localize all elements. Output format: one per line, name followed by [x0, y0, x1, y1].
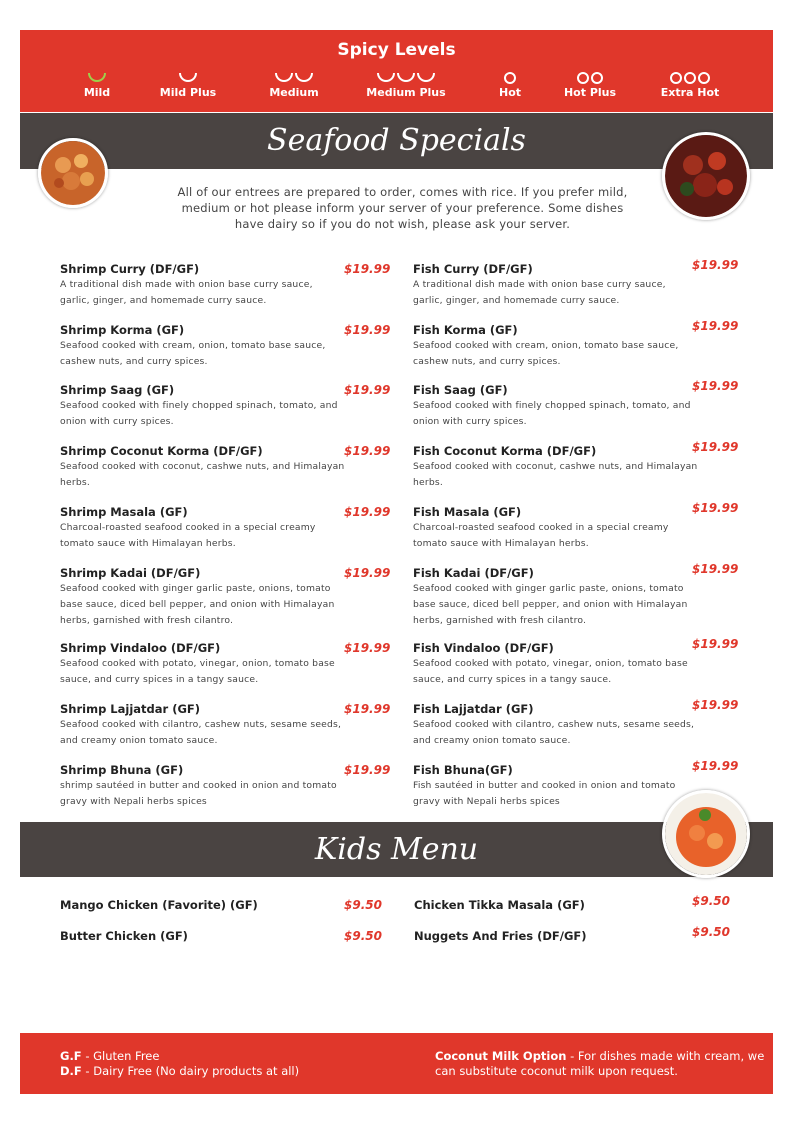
coconut-option-note: [435, 1049, 765, 1079]
spicy-level: [545, 72, 635, 99]
menu-item: [60, 641, 345, 688]
spicy-level: [249, 72, 339, 99]
kids-item-name: Mango Chicken (Favorite) (GF): [60, 898, 258, 912]
chili-pepper-icon: [249, 72, 339, 86]
seafood-intro-text: All of our entrees are prepared to order, comes with rice. If you prefer mild, medium or hot please inform your server of your preference. Some dishes have dairy so if you do not wish, please ask your server.: [177, 185, 628, 231]
kids-header-band: [20, 822, 773, 877]
menu-item: [60, 702, 345, 749]
menu-item-name: Fish Saag (GF): [413, 383, 508, 397]
menu-item-price: $19.99: [692, 258, 739, 272]
menu-item-price: $19.99: [692, 501, 739, 515]
menu-item-description: Seafood cooked with cilantro, cashew nuts, sesame seeds, and creamy onion tomato sauce.: [413, 719, 695, 746]
menu-item: [413, 763, 698, 810]
menu-item-price: $19.99: [692, 698, 739, 712]
kids-item-name: Butter Chicken (GF): [60, 929, 188, 943]
menu-item-description: Seafood cooked with cilantro, cashew nuts, sesame seeds, and creamy onion tomato sauce.: [60, 719, 342, 746]
menu-item-price: $19.99: [344, 641, 391, 655]
menu-item: [60, 262, 345, 309]
menu-item-name: Fish Bhuna(GF): [413, 763, 513, 777]
menu-item-name: Fish Vindaloo (DF/GF): [413, 641, 554, 655]
menu-item: [413, 505, 698, 552]
spicy-level-label: Medium: [269, 86, 319, 99]
coconut-title: Coconut Milk Option: [435, 1049, 567, 1063]
menu-item: [413, 566, 698, 629]
menu-item-description: Seafood cooked with finely chopped spinach, tomato, and onion with curry spices.: [60, 400, 338, 427]
menu-item-price: $19.99: [344, 702, 391, 716]
menu-item-name: Shrimp Bhuna (GF): [60, 763, 184, 777]
menu-item-price: $19.99: [344, 763, 391, 777]
menu-item-description: Seafood cooked with ginger garlic paste, onions, tomato base sauce, diced bell pepper, and onion with Himalayan herbs, garnished with fresh cilantro.: [413, 583, 688, 626]
menu-item-price: $19.99: [692, 637, 739, 651]
menu-item-description: A traditional dish made with onion base curry sauce, garlic, ginger, and homemade curry sauce.: [60, 279, 313, 306]
menu-item-price: $19.99: [692, 379, 739, 393]
menu-item-name: Fish Curry (DF/GF): [413, 262, 533, 276]
menu-item-price: $19.99: [692, 759, 739, 773]
menu-item-description: Fish sautéed in butter and cooked in onion and tomato gravy with Nepali herbs spices: [413, 780, 676, 807]
menu-item: [413, 323, 698, 370]
menu-item-description: Seafood cooked with cream, onion, tomato base sauce, cashew nuts, and curry spices.: [60, 340, 326, 367]
menu-item: [413, 383, 698, 430]
menu-item-description: Seafood cooked with coconut, cashwe nuts, and Himalayan herbs.: [413, 461, 698, 488]
menu-item-price: $19.99: [344, 566, 391, 580]
spicy-level-label: Mild: [83, 86, 111, 99]
spicy-level-label: Mild Plus: [159, 86, 217, 99]
menu-item: [60, 505, 345, 552]
menu-item: [413, 702, 698, 749]
menu-item-description: Seafood cooked with coconut, cashwe nuts, and Himalayan herbs.: [60, 461, 345, 488]
seafood-title: Seafood Specials: [267, 123, 526, 158]
kids-item-price: $9.50: [692, 925, 730, 939]
menu-item-name: Shrimp Saag (GF): [60, 383, 175, 397]
flame-pepper-icon: [545, 72, 635, 86]
menu-item-name: Fish Lajjatdar (GF): [413, 702, 534, 716]
menu-item-price: $19.99: [344, 262, 391, 276]
coconut-text: - For dishes made with cream, we can substitute coconut milk upon request.: [435, 1049, 765, 1078]
menu-item-description: Charcoal-roasted seafood cooked in a special creamy tomato sauce with Himalayan herbs.: [60, 522, 316, 549]
menu-item-price: $19.99: [344, 505, 391, 519]
menu-item-name: Fish Korma (GF): [413, 323, 518, 337]
menu-item: [60, 566, 345, 629]
menu-item-price: $19.99: [692, 562, 739, 576]
menu-item-name: Shrimp Masala (GF): [60, 505, 188, 519]
menu-item-name: Shrimp Coconut Korma (DF/GF): [60, 444, 263, 458]
spicy-level: [52, 72, 142, 99]
spicy-level: [465, 72, 555, 99]
spicy-level: [143, 72, 233, 99]
menu-item-name: Fish Coconut Korma (DF/GF): [413, 444, 597, 458]
menu-item-description: Seafood cooked with cream, onion, tomato base sauce, cashew nuts, and curry spices.: [413, 340, 679, 367]
gf-text: - Gluten Free: [81, 1049, 160, 1063]
kids-item-price: $9.50: [344, 929, 382, 943]
menu-item-name: Shrimp Vindaloo (DF/GF): [60, 641, 221, 655]
menu-item-price: $19.99: [692, 440, 739, 454]
flame-pepper-icon: [645, 72, 735, 86]
kids-item-name: Chicken Tikka Masala (GF): [414, 898, 585, 912]
menu-item-description: Seafood cooked with finely chopped spinach, tomato, and onion with curry spices.: [413, 400, 691, 427]
menu-item-description: A traditional dish made with onion base curry sauce, garlic, ginger, and homemade curry sauce.: [413, 279, 666, 306]
menu-item-description: shrimp sautéed in butter and cooked in onion and tomato gravy with Nepali herbs spices: [60, 780, 337, 807]
menu-item-name: Shrimp Korma (GF): [60, 323, 185, 337]
kids-item-price: $9.50: [692, 894, 730, 908]
spicy-level-label: Hot Plus: [563, 86, 617, 99]
menu-item: [413, 641, 698, 688]
kids-title: Kids Menu: [314, 832, 479, 867]
chili-pepper-icon: [143, 72, 233, 86]
spicy-levels-title: Spicy Levels: [337, 40, 456, 60]
menu-item: [413, 262, 698, 309]
fish-dish-photo: [662, 132, 750, 220]
chili-pepper-icon: [361, 72, 451, 86]
menu-item-price: $19.99: [344, 383, 391, 397]
menu-item-price: $19.99: [344, 323, 391, 337]
spicy-levels-banner: [20, 30, 773, 112]
df-abbr: D.F: [60, 1064, 82, 1078]
kids-item-name: Nuggets And Fries (DF/GF): [414, 929, 587, 943]
menu-item-description: Charcoal-roasted seafood cooked in a special creamy tomato sauce with Himalayan herbs.: [413, 522, 669, 549]
menu-item: [413, 444, 698, 491]
spicy-level: [361, 72, 451, 99]
shrimp-dish-photo: [38, 138, 108, 208]
footer-legend: [20, 1033, 773, 1094]
spicy-level-label: Medium Plus: [366, 86, 446, 99]
chili-pepper-icon: [52, 72, 142, 86]
menu-item: [60, 763, 345, 810]
menu-item: [60, 444, 345, 491]
kids-dish-photo: [662, 790, 750, 878]
menu-item-name: Shrimp Lajjatdar (GF): [60, 702, 201, 716]
gf-abbr: G.F: [60, 1049, 82, 1063]
spicy-level: [645, 72, 735, 99]
df-text: - Dairy Free (No dairy products at all): [81, 1064, 300, 1078]
menu-item-name: Shrimp Kadai (DF/GF): [60, 566, 201, 580]
menu-item-description: Seafood cooked with potato, vinegar, onion, tomato base sauce, and curry spices in a tangy sauce.: [413, 658, 688, 685]
menu-item-description: Seafood cooked with ginger garlic paste, onions, tomato base sauce, diced bell pepper, and onion with Himalayan herbs, garnished with fresh cilantro.: [60, 583, 335, 626]
menu-item-price: $19.99: [692, 319, 739, 333]
menu-item-name: Fish Masala (GF): [413, 505, 522, 519]
flame-pepper-icon: [465, 72, 555, 86]
seafood-header-band: [20, 113, 773, 169]
diet-legend: [60, 1049, 299, 1079]
menu-item-name: Shrimp Curry (DF/GF): [60, 262, 200, 276]
kids-item-price: $9.50: [344, 898, 382, 912]
menu-item: [60, 383, 345, 430]
menu-item: [60, 323, 345, 370]
menu-item-description: Seafood cooked with potato, vinegar, onion, tomato base sauce, and curry spices in a tangy sauce.: [60, 658, 335, 685]
spicy-level-label: Hot: [498, 86, 522, 99]
spicy-level-label: Extra Hot: [660, 86, 720, 99]
menu-item-price: $19.99: [344, 444, 391, 458]
menu-item-name: Fish Kadai (DF/GF): [413, 566, 534, 580]
